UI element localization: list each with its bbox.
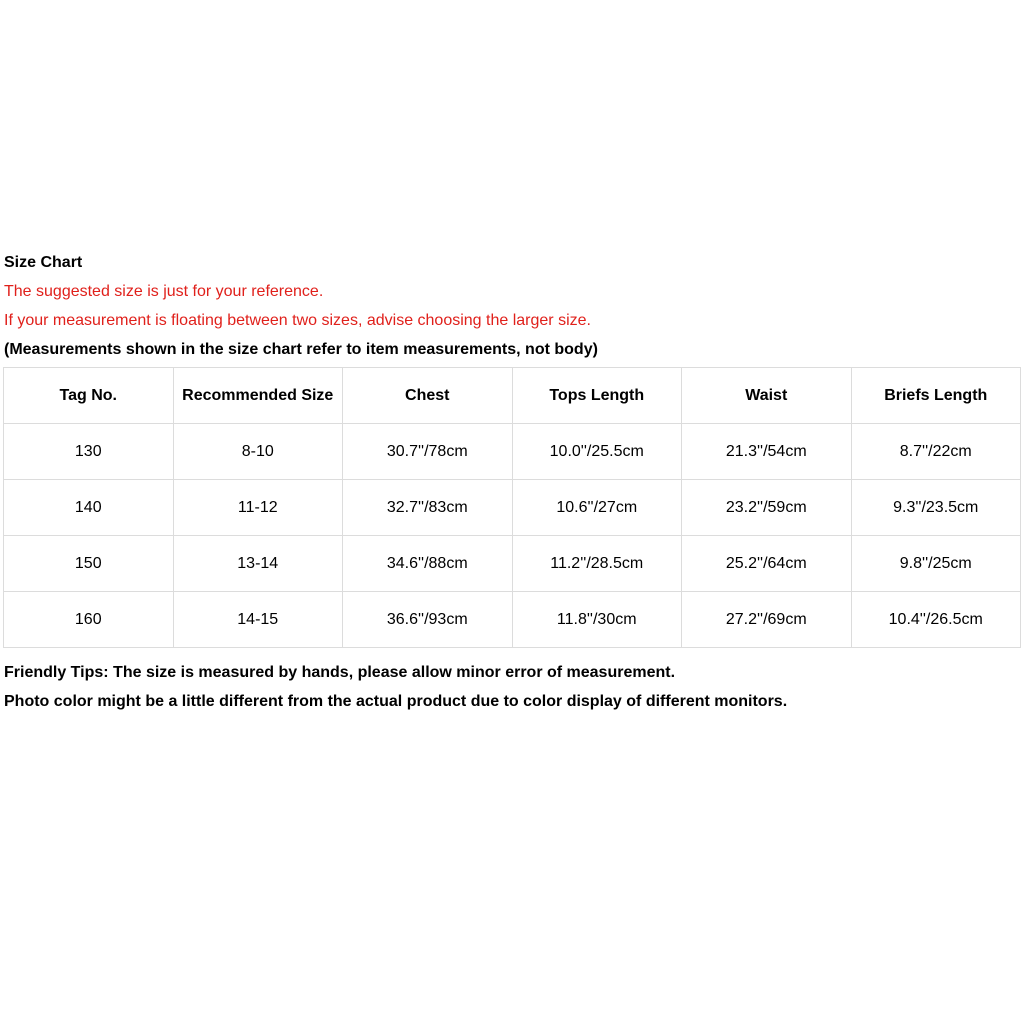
table-cell: 11-12: [173, 480, 343, 536]
table-cell: 9.8''/25cm: [851, 536, 1021, 592]
column-header-chest: Chest: [343, 368, 513, 424]
page-title: Size Chart: [4, 254, 83, 271]
table-cell: 8-10: [173, 424, 343, 480]
table-row: [4, 424, 1021, 480]
column-header-waist: Waist: [682, 368, 852, 424]
column-header-tops-length: Tops Length: [512, 368, 682, 424]
table-cell: 10.4''/26.5cm: [851, 592, 1021, 648]
table-cell: 130: [4, 424, 174, 480]
sizing-advice-note: If your measurement is floating between two sizes, advise choosing the larger size.: [4, 312, 591, 329]
table-cell: 160: [4, 592, 174, 648]
reference-note: The suggested size is just for your reference.: [4, 283, 324, 300]
color-disclaimer: Photo color might be a little different from the actual product due to color display of different monitors.: [4, 693, 788, 710]
table-cell: 34.6''/88cm: [343, 536, 513, 592]
column-header-briefs-length: Briefs Length: [851, 368, 1021, 424]
table-cell: 25.2''/64cm: [682, 536, 852, 592]
table-row: [4, 480, 1021, 536]
table-row: [4, 536, 1021, 592]
table-cell: 36.6''/93cm: [343, 592, 513, 648]
table-cell: 30.7''/78cm: [343, 424, 513, 480]
tips-section: [4, 658, 1022, 716]
size-table: [3, 367, 1021, 648]
table-cell: 32.7''/83cm: [343, 480, 513, 536]
measurement-note: (Measurements shown in the size chart refer to item measurements, not body): [4, 341, 598, 358]
column-header-recommended-size: Recommended Size: [173, 368, 343, 424]
table-cell: 9.3''/23.5cm: [851, 480, 1021, 536]
table-cell: 13-14: [173, 536, 343, 592]
friendly-tips: Friendly Tips: The size is measured by hands, please allow minor error of measurement.: [4, 664, 676, 681]
table-cell: 21.3''/54cm: [682, 424, 852, 480]
table-cell: 8.7''/22cm: [851, 424, 1021, 480]
table-cell: 10.6''/27cm: [512, 480, 682, 536]
table-cell: 27.2''/69cm: [682, 592, 852, 648]
table-cell: 11.8''/30cm: [512, 592, 682, 648]
table-cell: 14-15: [173, 592, 343, 648]
table-cell: 140: [4, 480, 174, 536]
table-header-row: [4, 368, 1021, 424]
table-cell: 11.2''/28.5cm: [512, 536, 682, 592]
size-chart-document: [4, 248, 1022, 716]
table-cell: 10.0''/25.5cm: [512, 424, 682, 480]
table-row: [4, 592, 1021, 648]
table-cell: 150: [4, 536, 174, 592]
column-header-tag-no: Tag No.: [4, 368, 174, 424]
table-cell: 23.2''/59cm: [682, 480, 852, 536]
